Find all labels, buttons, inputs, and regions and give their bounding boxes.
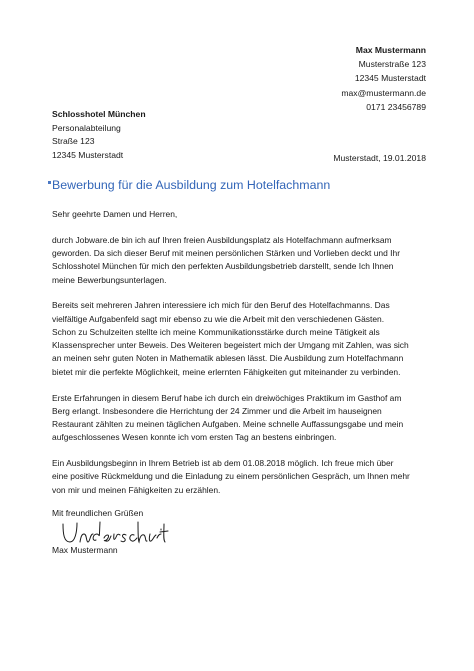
- text-line: aufgeschlossenes Wesen konnte ich vom ersten Tag an bestens einbringen.: [52, 432, 337, 443]
- recipient-address-block: [52, 108, 146, 162]
- sender-address-block: [341, 43, 426, 114]
- subject-marker: [48, 181, 51, 184]
- paragraph-1: [52, 234, 432, 287]
- sender-city: 12345 Musterstadt: [354, 73, 426, 84]
- text-line: bietet mir die perfekte Möglichkeit, meine erlernten Fähigkeiten gut miteinander zu verbinden.: [52, 366, 401, 377]
- text-line: durch Jobware.de bin ich auf Ihren freien Ausbildungsplatz als Hotelfachmann aufmerksam: [52, 234, 392, 245]
- text-line: geworden. Da sich dieser Beruf mit meinen persönlichen Stärken und Vorlieben deckt und Ihr: [52, 248, 401, 259]
- sender-phone: 0171 23456789: [366, 101, 426, 112]
- text-line: von mir und meinen Fähigkeiten zu erzählen.: [52, 484, 221, 495]
- sender-name: Max Mustermann: [355, 45, 426, 55]
- text-line: Erste Erfahrungen in diesem Beruf habe ich durch ein dreiwöchiges Praktikum im Gasthof am: [52, 392, 402, 403]
- handwritten-signature: [60, 520, 170, 546]
- recipient-street: Straße 123: [52, 136, 95, 147]
- sender-street: Musterstraße 123: [358, 59, 426, 70]
- letter-date: Musterstadt, 19.01.2018: [333, 153, 426, 163]
- recipient-city: 12345 Musterstadt: [52, 149, 124, 160]
- paragraph-2: [52, 299, 432, 379]
- text-line: Schon zu Schulzeiten stellte ich meine Kommunikationsstärke durch meine Tätigkeit als: [52, 326, 380, 337]
- sender-email: max@mustermann.de: [341, 87, 426, 98]
- text-line: vielfältige Aufgabenfeld sagt mir ebenso zu wie die Arbeit mit den verschiedenen Gästen.: [52, 313, 385, 324]
- closing-phrase: Mit freundlichen Grüßen: [52, 508, 144, 518]
- signer-name: Max Mustermann: [52, 545, 118, 555]
- recipient-department: Personalabteilung: [52, 122, 121, 133]
- text-line: meine Bewerbungsunterlagen.: [52, 274, 167, 285]
- letter-subject: Bewerbung für die Ausbildung zum Hotelfachmann: [52, 178, 331, 192]
- recipient-company: Schlosshotel München: [52, 109, 146, 119]
- letter-body: [52, 208, 432, 509]
- salutation: [52, 208, 432, 221]
- paragraph-4: [52, 457, 432, 497]
- text-line: Bereits seit mehreren Jahren interessiere ich mich für den Beruf des Hotelfachmanns. Das: [52, 300, 390, 311]
- text-line: Ein Ausbildungsbeginn in Ihrem Betrieb ist ab dem 01.08.2018 möglich. Ich freue mich über: [52, 458, 394, 469]
- text-line: Schlosshotel München für mich den perfekten Ausbildungsbetrieb darstellt, sende Ich Ihnen: [52, 261, 394, 272]
- text-line: Restaurant zählten zu meinen täglichen Aufgaben. Meine schnelle Auffassungsgabe und mein: [52, 419, 404, 430]
- text-line: Klassensprecher unter Beweis. Des Weiteren begeistert mich der Umgang mit Zahlen, was sich: [52, 340, 409, 351]
- text-line: eine positive Rückmeldung und die Einladung zu einem persönlichen Gespräch, um Ihnen mehr: [52, 471, 410, 482]
- text-line: an meinen sehr guten Noten in Mathematik ablesen lässt. Die Ausbildung zum Hotelfachmann: [52, 353, 404, 364]
- text-line: Berg erlangt. Insbesondere die Herrichtung der 24 Zimmer und die Arbeit im hauseignen: [52, 405, 382, 416]
- salutation-line: Sehr geehrte Damen und Herren,: [52, 209, 178, 219]
- paragraph-3: [52, 392, 432, 445]
